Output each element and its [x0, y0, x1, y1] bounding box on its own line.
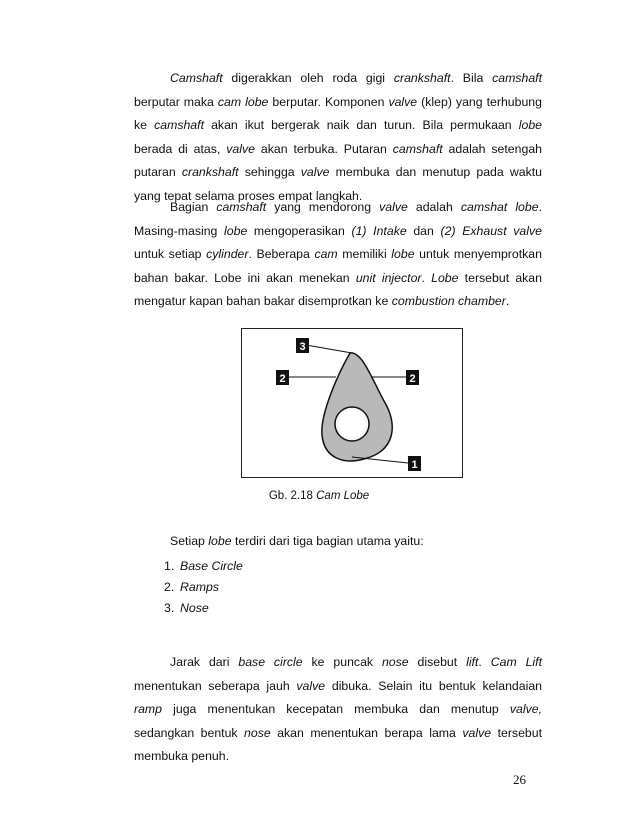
- italic-term: lobe: [224, 223, 248, 238]
- italic-term: unit injector: [355, 270, 422, 285]
- italic-term: valve: [296, 678, 326, 693]
- italic-term: valve: [379, 200, 408, 214]
- text-run: Jarak dari: [170, 655, 239, 669]
- text-run: memiliki: [337, 247, 392, 261]
- italic-term: base circle: [238, 655, 303, 669]
- text-run: dan: [406, 223, 441, 238]
- text-run: membuka dan menutup pada waktu yang tepat selama proses empat langkah.: [134, 165, 542, 203]
- text-run: terdiri dari tiga bagian utama yaitu:: [231, 534, 424, 548]
- text-run: akan terbuka. Putaran: [254, 141, 393, 156]
- italic-term: camshaft: [392, 141, 443, 156]
- list-item: 1. Base Circle: [164, 559, 243, 573]
- cam-lobe-figure: [241, 328, 463, 478]
- label-2-left: 2: [279, 373, 286, 385]
- italic-term: lobe: [391, 247, 415, 261]
- italic-term: lobe: [518, 118, 542, 132]
- cam-lobe-shape: [322, 353, 392, 461]
- italic-term: Cam Lift: [490, 655, 542, 669]
- italic-term: Camshaft: [170, 71, 223, 85]
- text-run: tersebut akan mengatur kapan bahan bakar disemprotkan ke: [134, 270, 542, 308]
- text-run: dibuka. Selain itu bentuk kelandaian: [325, 678, 542, 693]
- text-run: .: [478, 655, 491, 669]
- text-run: . Masing-masing: [134, 200, 542, 238]
- text-run: .: [505, 294, 510, 308]
- list-item-text: Ramps: [180, 580, 219, 594]
- italic-term: camshat lobe: [460, 200, 539, 214]
- label-2-right: 2: [409, 373, 416, 385]
- text-run: sedangkan bentuk: [134, 725, 245, 740]
- italic-term: valve: [300, 165, 330, 179]
- italic-term: lobe: [208, 534, 232, 548]
- text-run: .: [421, 270, 432, 285]
- italic-term: cylinder: [206, 247, 249, 261]
- italic-term: nose: [244, 725, 271, 740]
- italic-term: camshaft: [154, 118, 204, 132]
- page-number: 26: [513, 772, 526, 787]
- italic-term: crankshaft: [181, 165, 239, 179]
- lobe-parts-list: [164, 556, 243, 619]
- list-item: 3. Nose: [164, 601, 209, 615]
- text-run: . Bila: [450, 71, 493, 85]
- text-run: adalah: [407, 200, 461, 214]
- text-run: tersebut membuka penuh.: [134, 725, 542, 763]
- list-item-text: Nose: [180, 601, 209, 615]
- text-run: untuk setiap: [134, 247, 207, 261]
- text-run: (klep) yang terhubung ke: [134, 94, 542, 132]
- italic-term: valve: [388, 94, 418, 109]
- italic-term: camshaft: [492, 71, 542, 85]
- italic-term: ramp: [134, 702, 163, 716]
- text-run: disebut: [408, 655, 467, 669]
- list-item: 2. Ramps: [164, 580, 219, 594]
- italic-term: (1) Intake: [351, 223, 407, 238]
- paragraph-lift: [134, 651, 542, 769]
- italic-term: (2) Exhaust valve: [440, 223, 542, 238]
- text-run: akan ikut bergerak naik dan turun. Bila permukaan: [203, 118, 519, 132]
- italic-term: Lobe: [431, 270, 459, 285]
- text-run: Setiap: [170, 534, 209, 548]
- text-run: akan menentukan berapa lama: [270, 725, 463, 740]
- italic-term: nose: [381, 655, 409, 669]
- text-run: . Beberapa: [248, 247, 315, 261]
- list-intro: [170, 534, 424, 548]
- italic-term: cam lobe: [217, 94, 269, 109]
- text-run: berputar maka: [134, 94, 218, 109]
- leader-line-3: [306, 345, 352, 353]
- italic-term: combustion chamber: [391, 294, 506, 308]
- text-run: sehingga: [238, 165, 301, 179]
- cam-lobe-diagram: [242, 329, 461, 476]
- italic-term: crankshaft: [393, 71, 451, 85]
- base-circle-hole: [335, 407, 369, 441]
- paragraph-cam-lobe: [134, 196, 542, 314]
- list-item-text: Base Circle: [180, 559, 243, 573]
- text-run: yang mendorong: [266, 200, 380, 214]
- label-3: 3: [299, 341, 306, 353]
- text-run: mengoperasikan: [247, 223, 352, 238]
- text-run: ke puncak: [302, 655, 382, 669]
- italic-term: valve,: [509, 702, 542, 716]
- text-run: berada di atas,: [134, 141, 227, 156]
- label-1: 1: [411, 459, 418, 471]
- figure-caption: [0, 490, 638, 502]
- text-run: adalah setengah putaran: [134, 141, 542, 179]
- caption-prefix: Gb. 2.18: [268, 490, 317, 502]
- italic-term: valve: [226, 141, 255, 156]
- paragraph-camshaft: [134, 67, 542, 208]
- caption-title: Cam Lobe: [316, 490, 370, 502]
- text-run: juga menentukan kecepatan membuka dan menutup: [162, 702, 510, 716]
- text-run: menentukan seberapa jauh: [134, 678, 297, 693]
- text-run: untuk menyemprotkan bahan bakar. Lobe ini akan menekan: [134, 247, 542, 285]
- italic-term: cam: [314, 247, 338, 261]
- italic-term: lift: [466, 655, 479, 669]
- text-run: Bagian: [170, 200, 217, 214]
- italic-term: valve: [462, 725, 492, 740]
- italic-term: camshaft: [216, 200, 267, 214]
- text-run: digerakkan oleh roda gigi: [222, 71, 394, 85]
- text-run: berputar. Komponen: [268, 94, 389, 109]
